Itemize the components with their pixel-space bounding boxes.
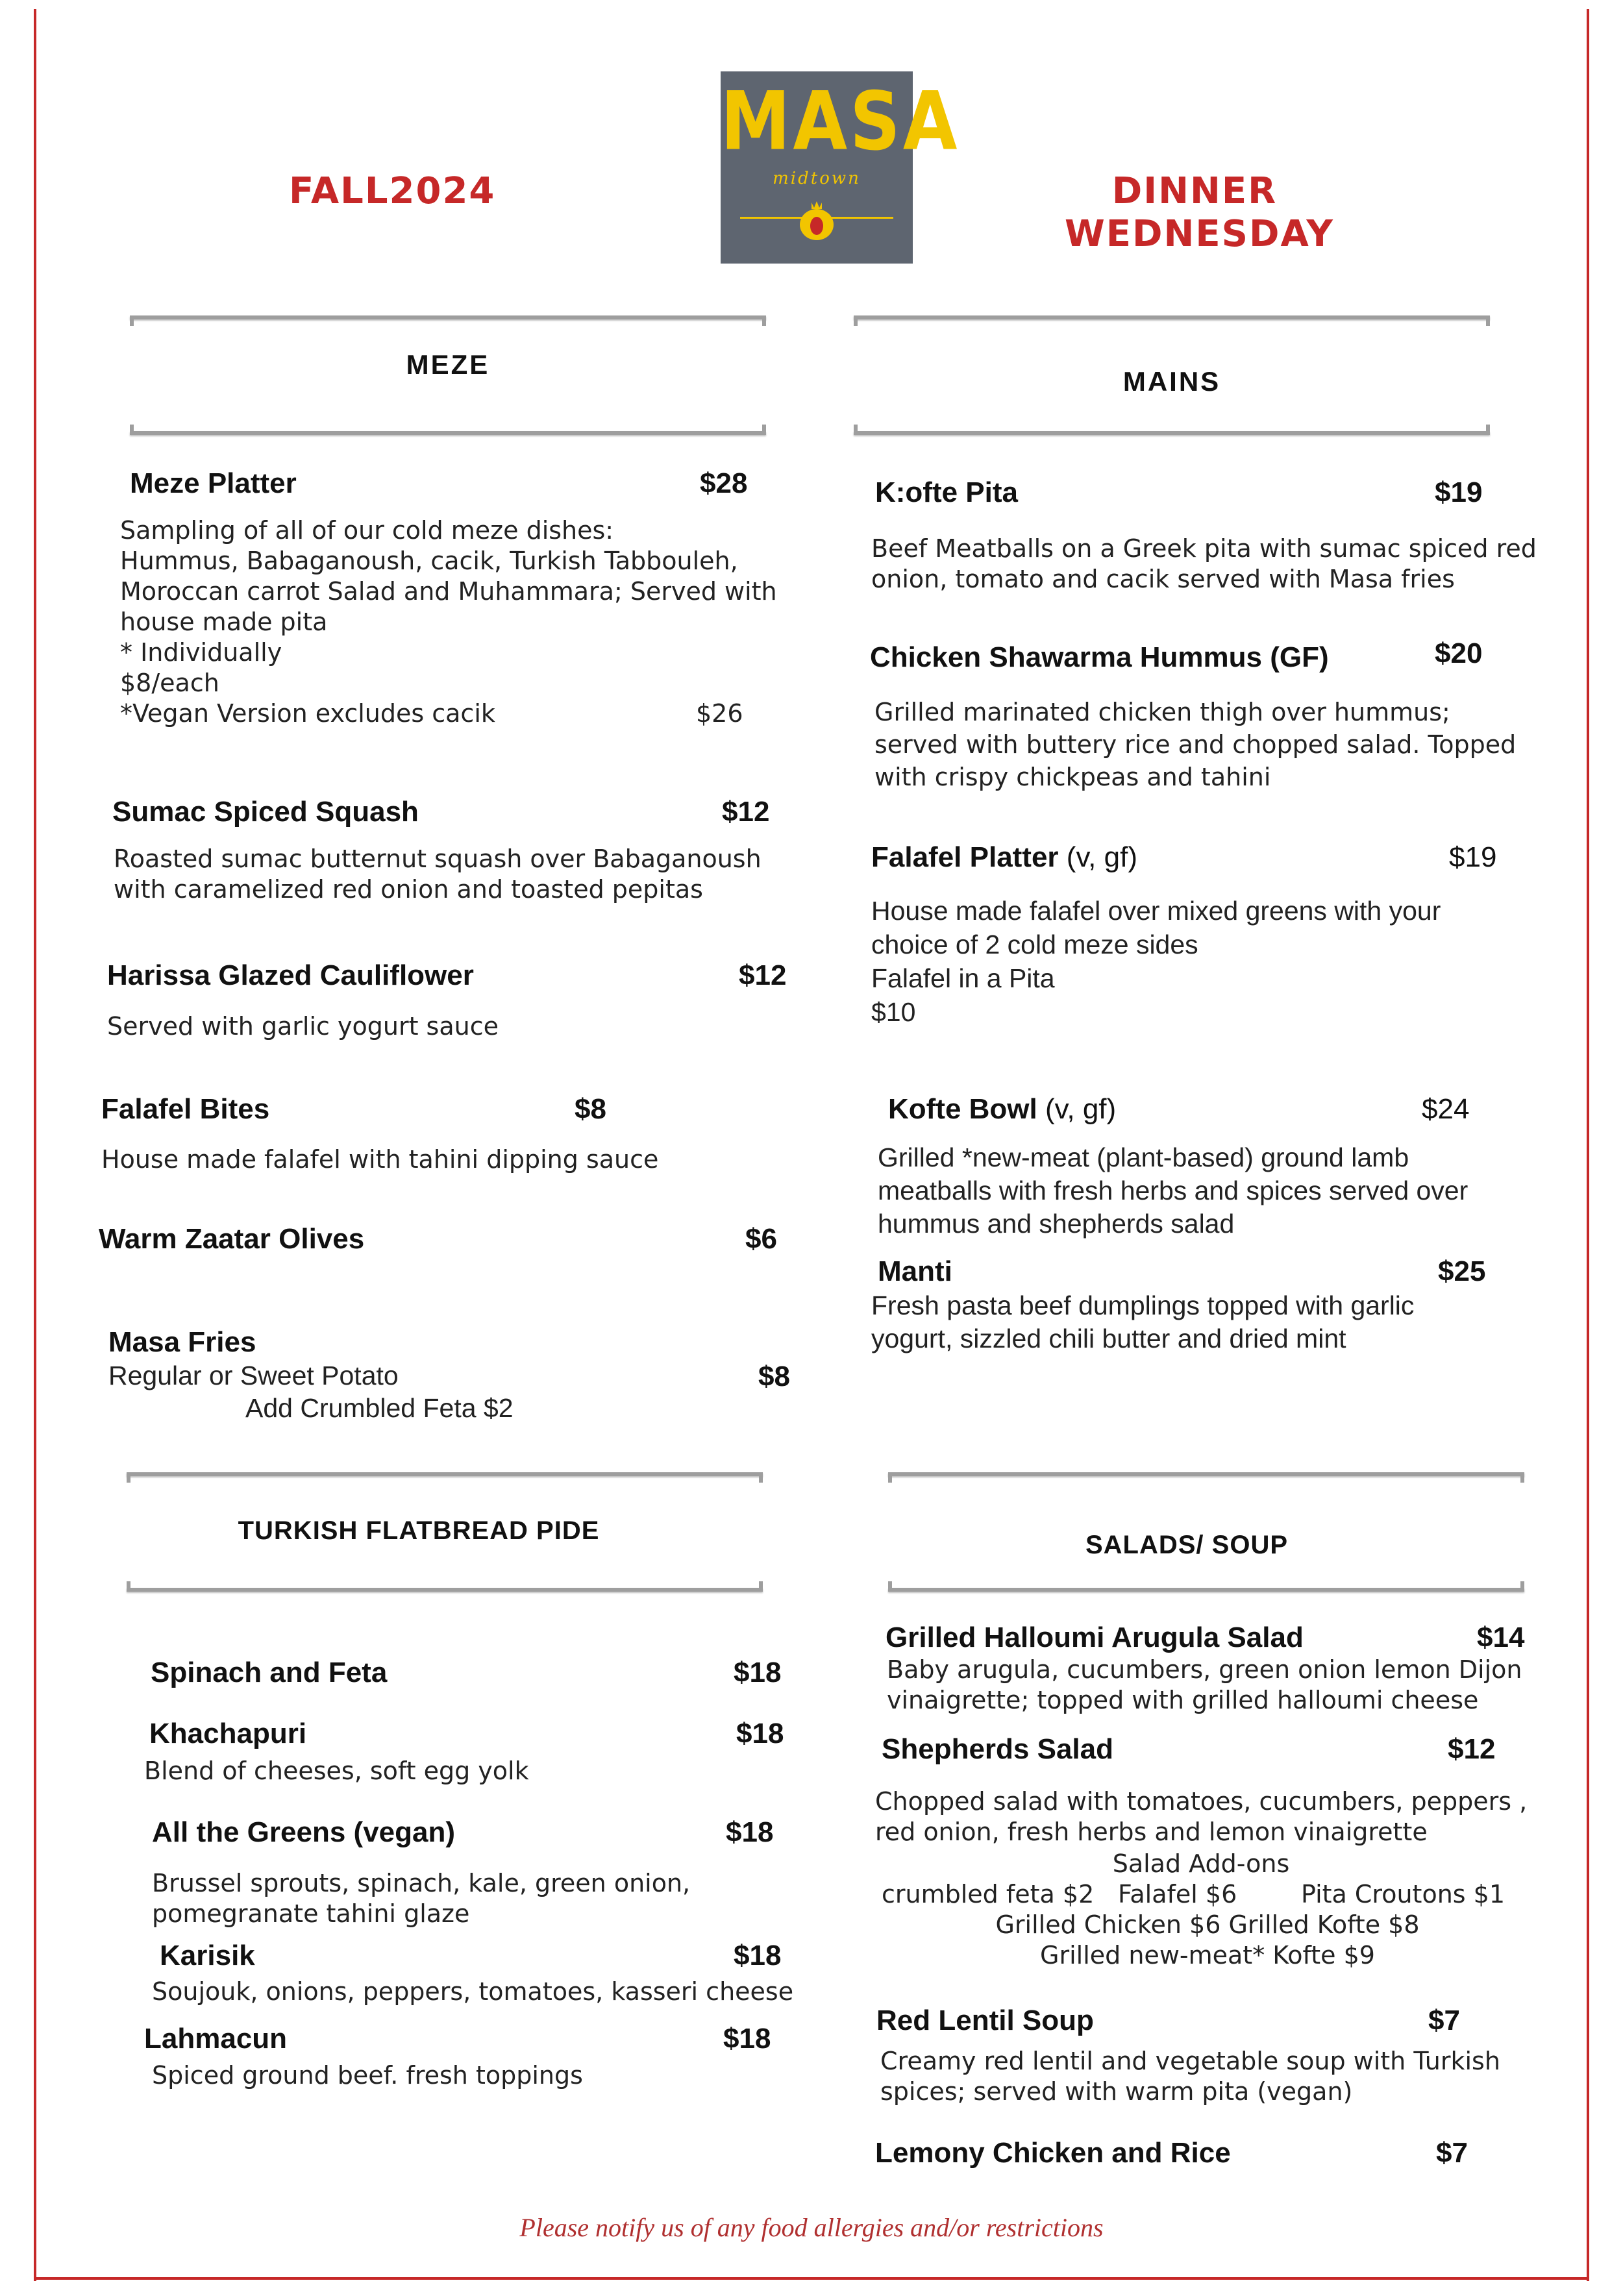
salad-addon: Falafel $6 (1118, 1880, 1237, 1908)
menu-item-desc: meatballs with fresh herbs and spices served over (878, 1176, 1468, 1205)
menu-item-name: Warm Zaatar Olives (99, 1223, 365, 1255)
menu-item-price: $18 (734, 1940, 782, 1971)
menu-item-desc: House made falafel with tahini dipping sauce (101, 1145, 659, 1174)
menu-item-desc: Fresh pasta beef dumplings topped with garlic (871, 1290, 1415, 1320)
menu-item-name: Shepherds Salad (882, 1733, 1114, 1765)
menu-item-desc: red onion, fresh herbs and lemon vinaigrette (875, 1818, 1428, 1846)
menu-item-desc: Sampling of all of our cold meze dishes: (120, 516, 614, 545)
menu-item-name: Manti (878, 1255, 952, 1287)
menu-item-name: Spinach and Feta (151, 1657, 388, 1688)
salad-addons-title: Salad Add-ons (1112, 1849, 1290, 1878)
menu-item-price: $8 (758, 1361, 790, 1392)
menu-item-name: Red Lentil Soup (876, 2005, 1094, 2036)
pide-section-header (127, 1472, 763, 1596)
menu-item-desc: Grilled marinated chicken thigh over hummus; (874, 698, 1450, 726)
menu-item-desc: Grilled *new-meat (plant-based) ground lamb (878, 1142, 1409, 1172)
menu-item-price: $18 (734, 1657, 782, 1688)
page-border-bottom (34, 2277, 1589, 2280)
diet-tag: (v, gf) (1045, 1093, 1117, 1125)
menu-item-desc: Brussel sprouts, spinach, kale, green onion, (152, 1869, 691, 1897)
salad-addon-line: Grilled Chicken $6 Grilled Kofte $8 (995, 1910, 1420, 1939)
vegan-price: $26 (696, 699, 743, 728)
menu-item-price: $12 (739, 959, 787, 991)
menu-item-price: $25 (1438, 1255, 1486, 1287)
service-label-day-part: DINNER (1111, 170, 1278, 212)
menu-item-price: $7 (1436, 2137, 1468, 2169)
menu-item-desc: with crispy chickpeas and tahini (874, 763, 1271, 791)
menu-item-price: $18 (726, 1816, 774, 1848)
logo-wordmark: MASA (721, 75, 960, 169)
vegan-note: *Vegan Version excludes cacik (120, 699, 495, 728)
menu-item-desc: Blend of cheeses, soft egg yolk (144, 1757, 529, 1785)
allergy-notice: Please notify us of any food allergies and/or restrictions (519, 2213, 1104, 2242)
menu-item-name: Khachapuri (149, 1718, 307, 1749)
pide-title: TURKISH FLATBREAD PIDE (238, 1516, 600, 1545)
menu-item-desc: vinaigrette; topped with grilled halloumi cheese (887, 1686, 1479, 1714)
page-border-right (1587, 9, 1589, 2281)
menu-item-name: Harissa Glazed Cauliflower (107, 959, 474, 991)
menu-item-desc: Falafel in a Pita (871, 963, 1055, 993)
menu-item-desc: Moroccan carrot Salad and Muhammara; Served with (120, 577, 777, 606)
menu-item-desc: Served with garlic yogurt sauce (107, 1012, 499, 1041)
menu-item-price: $28 (700, 467, 748, 499)
menu-item-price: $8 (575, 1093, 606, 1125)
menu-item-price: $14 (1477, 1622, 1525, 1653)
menu-item-desc: onion, tomato and cacik served with Masa fries (871, 565, 1455, 593)
menu-item-desc: Regular or Sweet Potato (108, 1361, 399, 1390)
diet-tag: (v, gf) (1066, 841, 1137, 873)
menu-item-desc: Hummus, Babaganoush, cacik, Turkish Tabbouleh, (120, 547, 738, 575)
salads-title: SALADS/ SOUP (1085, 1531, 1289, 1559)
menu-item-price: $6 (745, 1223, 777, 1255)
menu-item-price: $18 (723, 2023, 771, 2055)
menu-item-name: Sumac Spiced Squash (112, 796, 419, 828)
menu-item-price: $7 (1428, 2005, 1460, 2036)
mains-section-header (854, 315, 1490, 439)
page-border-left (34, 9, 36, 2281)
menu-item-name: Meze Platter (130, 467, 297, 499)
menu-item-name: All the Greens (vegan) (152, 1816, 456, 1848)
menu-item-desc: yogurt, sizzled chili butter and dried mint (871, 1324, 1346, 1353)
menu-item-price: $19 (1435, 476, 1483, 508)
menu-item-price: $24 (1422, 1093, 1470, 1125)
mains-title: MAINS (1122, 366, 1221, 397)
menu-item-name: Falafel Bites (101, 1093, 270, 1125)
menu-item-desc: Baby arugula, cucumbers, green onion lemon Dijon (887, 1655, 1522, 1684)
menu-item-desc: Spiced ground beef. fresh toppings (152, 2061, 583, 2090)
menu-item-desc: Roasted sumac butternut squash over Babaganoush (114, 845, 762, 873)
menu-item-name (871, 841, 1137, 874)
salad-addon-line: Grilled new-meat* Kofte $9 (1040, 1941, 1375, 1969)
menu-item-name: Lahmacun (144, 2023, 288, 2055)
menu-item-name-text: Falafel Platter (871, 841, 1059, 873)
service-label-weekday: WEDNESDAY (1065, 213, 1334, 255)
season-label: FALL2024 (289, 170, 496, 212)
menu-item-desc: choice of 2 cold meze sides (871, 930, 1198, 959)
menu-item-desc: hummus and shepherds salad (878, 1209, 1235, 1239)
menu-item-price: $12 (1448, 1733, 1496, 1765)
salads-section-header (888, 1472, 1524, 1596)
menu-item-price: $20 (1435, 637, 1483, 669)
menu-item-desc: $8/each (120, 669, 219, 697)
menu-item-desc: spices; served with warm pita (vegan) (880, 2077, 1353, 2106)
menu-item-desc: served with buttery rice and chopped salad. Topped (874, 730, 1517, 759)
menu-item-desc: pomegranate tahini glaze (152, 1899, 470, 1928)
menu-item-name: Grilled Halloumi Arugula Salad (886, 1622, 1304, 1653)
salad-addon: Pita Croutons $1 (1301, 1880, 1505, 1908)
menu-item-desc: Soujouk, onions, peppers, tomatoes, kasseri cheese (152, 1977, 794, 2006)
menu-item-desc: Creamy red lentil and vegetable soup with Turkish (880, 2047, 1500, 2075)
menu-item-desc: Chopped salad with tomatoes, cucumbers, peppers , (875, 1787, 1528, 1816)
menu-item-price: $12 (722, 796, 770, 828)
menu-item-desc: house made pita (120, 608, 328, 636)
menu-item-price: $18 (736, 1718, 784, 1749)
meze-section-header (130, 315, 766, 439)
menu-item-name: Masa Fries (108, 1326, 256, 1358)
menu-item-desc: $10 (871, 997, 916, 1027)
menu-item-name: K:ofte Pita (875, 476, 1018, 508)
masa-logo (721, 71, 960, 264)
logo-subtitle: midtown (773, 169, 861, 188)
menu-item-name (888, 1093, 1116, 1126)
menu-item-desc: Beef Meatballs on a Greek pita with sumac spiced red (871, 534, 1537, 563)
menu-item-name: Karisik (160, 1940, 255, 1971)
pomegranate-icon (797, 199, 836, 241)
salad-addon: crumbled feta $2 (882, 1880, 1095, 1908)
menu-item-desc: * Individually (120, 638, 282, 667)
menu-item-price: $19 (1449, 841, 1497, 873)
meze-title: MEZE (406, 349, 490, 380)
menu-item-name: Chicken Shawarma Hummus (GF) (870, 641, 1329, 673)
menu-item-desc: with caramelized red onion and toasted pepitas (114, 875, 703, 904)
menu-item-desc: Add Crumbled Feta $2 (245, 1393, 514, 1423)
menu-item-name: Lemony Chicken and Rice (875, 2137, 1231, 2169)
menu-item-name-text: Kofte Bowl (888, 1093, 1037, 1125)
menu-item-desc: House made falafel over mixed greens with your (871, 896, 1441, 926)
